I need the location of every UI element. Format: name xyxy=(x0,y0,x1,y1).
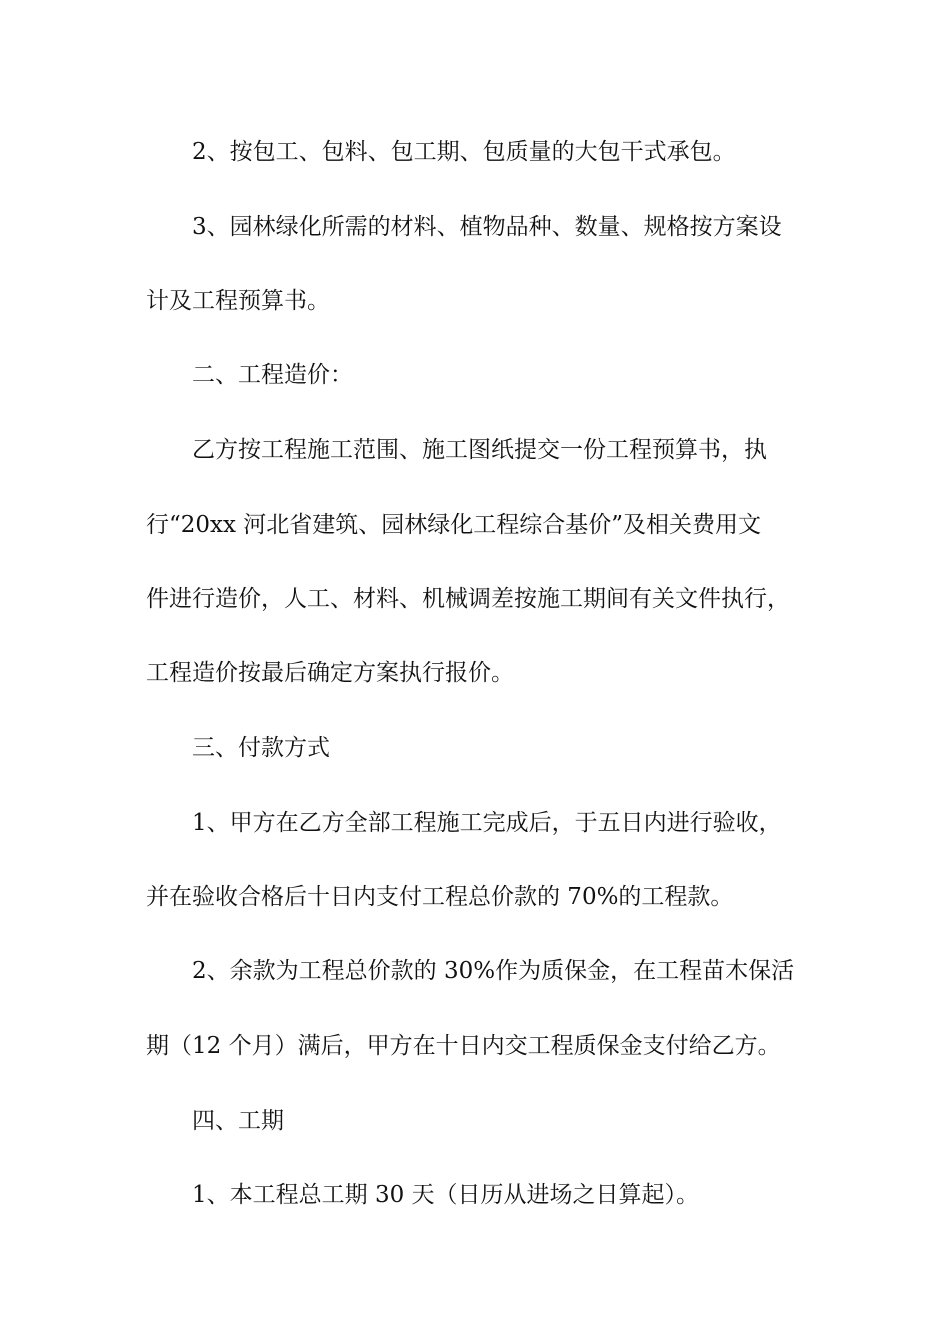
paragraph-line: 2、按包工、包料、包工期、包质量的大包干式承包。 xyxy=(192,139,736,165)
paragraph-line: 行“20xx 河北省建筑、园林绿化工程综合基价”及相关费用文 xyxy=(146,512,762,538)
paragraph-line: 1、本工程总工期 30 天（日历从进场之日算起）。 xyxy=(192,1182,700,1208)
paragraph-line: 计及工程预算书。 xyxy=(146,288,330,314)
section-heading: 四、工期 xyxy=(192,1108,284,1134)
paragraph-line: 期（12 个月）满后，甲方在十日内交工程质保金支付给乙方。 xyxy=(146,1033,781,1059)
paragraph-line: 2、余款为工程总价款的 30%作为质保金，在工程苗木保活 xyxy=(192,958,795,984)
paragraph-line: 并在验收合格后十日内支付工程总价款的 70%的工程款。 xyxy=(146,884,734,910)
section-heading: 二、工程造价： xyxy=(192,362,353,388)
paragraph-line: 件进行造价，人工、材料、机械调差按施工期间有关文件执行， xyxy=(146,586,790,612)
paragraph-line: 3、园林绿化所需的材料、植物品种、数量、规格按方案设 xyxy=(192,214,782,240)
paragraph-line: 1、甲方在乙方全部工程施工完成后，于五日内进行验收， xyxy=(192,810,782,836)
paragraph-line: 工程造价按最后确定方案执行报价。 xyxy=(146,660,514,686)
paragraph-line: 乙方按工程施工范围、施工图纸提交一份工程预算书，执 xyxy=(192,437,767,463)
section-heading: 三、付款方式 xyxy=(192,735,330,761)
